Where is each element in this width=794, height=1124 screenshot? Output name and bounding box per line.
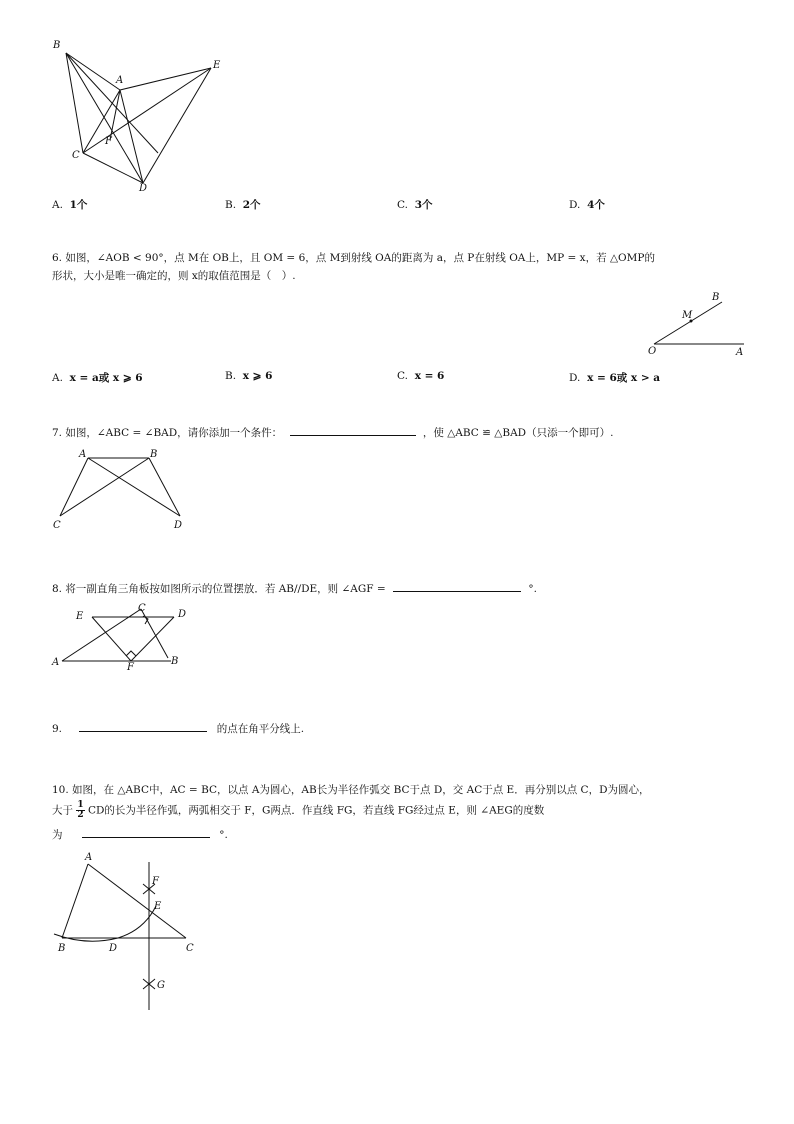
q10-label-d: D xyxy=(109,943,118,954)
q10-label-b: B xyxy=(58,943,66,954)
q6-option-b[interactable] xyxy=(225,370,272,382)
q10-label-c: C xyxy=(186,943,194,954)
q10-label-a: A xyxy=(85,852,93,863)
q10-line3-before: 为 xyxy=(52,829,63,841)
q7-figure xyxy=(48,444,198,536)
q6-stem-line1: 6. 如图，∠AOB < 90°，点 M在 OB上，且 OM = 6，点 M到射线 OA的距离为 a，点 P在射线 OA上，MP = x，若 △OMP的 xyxy=(52,252,655,264)
q7-label-c: C xyxy=(53,520,61,531)
q10-stem-line1: 10. 如图，在 △ABC中，AC = BC，以点 A为圆心，AB长为半径作弧交 BC于点 D，交 AC于点 E．再分别以点 C，D为圆心， xyxy=(52,784,650,796)
q9-stem xyxy=(52,720,304,737)
q10-label-e: E xyxy=(154,901,162,912)
q6-option-c[interactable] xyxy=(397,370,444,382)
q6-option-d-value: x = 6或 x > a xyxy=(587,372,661,384)
q5-label-a: A xyxy=(116,75,124,86)
q5-option-b[interactable] xyxy=(225,197,261,212)
q6-figure xyxy=(640,288,750,358)
q5-figure xyxy=(48,36,238,196)
q10-stem-line2 xyxy=(52,801,544,820)
q5-option-c-letter: C. xyxy=(397,199,408,211)
q7-label-d: D xyxy=(174,520,183,531)
q6-option-a-value: x = a或 x ⩾ 6 xyxy=(69,372,143,384)
q8-label-f: F xyxy=(127,662,134,673)
q7-stem-after: ，使 △ABC ≌ △BAD（只添一个即可）. xyxy=(422,427,614,439)
q10-fraction-numerator: 1 xyxy=(77,800,84,810)
q6-option-a[interactable] xyxy=(52,370,143,385)
q8-label-e: E xyxy=(76,611,84,622)
q6-label-o: O xyxy=(648,346,657,357)
q8-stem xyxy=(52,580,537,597)
q7-answer-blank[interactable] xyxy=(290,424,416,436)
q6-label-a: A xyxy=(736,347,744,358)
q5-label-f: F xyxy=(105,136,112,147)
q9-stem-after: 的点在角平分线上. xyxy=(216,723,305,735)
q6-option-a-letter: A. xyxy=(52,372,63,384)
q5-option-a-value: 1个 xyxy=(69,199,88,211)
q8-stem-before: 8. 将一副直角三角板按如图所示的位置摆放．若 AB//DE，则 ∠AGF = xyxy=(52,583,386,595)
q10-label-f: F xyxy=(152,876,159,887)
q5-option-b-value: 2个 xyxy=(242,199,261,211)
q5-label-c: C xyxy=(72,150,80,161)
q5-label-d: D xyxy=(139,183,148,194)
q5-option-d-value: 4个 xyxy=(587,199,605,211)
q10-fraction-denominator: 2 xyxy=(77,810,84,820)
q8-figure xyxy=(48,600,193,672)
q5-label-b: B xyxy=(53,40,61,51)
q10-figure xyxy=(46,848,196,1018)
q6-option-d-letter: D. xyxy=(569,372,581,384)
q10-line2-after: CD的长为半径作弧，两弧相交于 F，G两点．作直线 FG，若直线 FG经过点 E，则 ∠AEG的度数 xyxy=(87,804,545,817)
q6-option-d[interactable] xyxy=(569,370,660,385)
q6-label-b: B xyxy=(712,292,720,303)
q7-label-a: A xyxy=(79,449,87,460)
q7-stem xyxy=(52,424,613,441)
q5-option-d[interactable] xyxy=(569,197,605,212)
q6-option-b-letter: B. xyxy=(225,370,237,382)
q7-stem-before: 7. 如图，∠ABC = ∠BAD，请你添加一个条件： xyxy=(52,427,283,439)
q5-option-d-letter: D. xyxy=(569,199,581,211)
q10-fraction xyxy=(76,801,84,820)
q8-label-b: B xyxy=(171,656,179,667)
q9-answer-blank[interactable] xyxy=(79,720,207,732)
q8-label-c: C xyxy=(138,603,146,614)
q10-line3-after: °. xyxy=(219,829,228,841)
q5-option-b-letter: B. xyxy=(225,199,237,211)
q5-option-a-letter: A. xyxy=(52,199,63,211)
q8-label-a: A xyxy=(52,657,60,668)
q6-option-c-letter: C. xyxy=(397,370,408,382)
q6-option-c-value: x = 6 xyxy=(414,370,445,382)
q6-label-m: M xyxy=(682,310,693,321)
q5-option-a[interactable] xyxy=(52,197,87,212)
q10-answer-blank[interactable] xyxy=(82,826,210,838)
q5-option-c[interactable] xyxy=(397,197,433,212)
q10-line2-before: 大于 xyxy=(52,804,73,817)
q7-label-b: B xyxy=(150,449,158,460)
q9-number: 9. xyxy=(52,723,63,735)
q5-label-e: E xyxy=(213,60,221,71)
q8-answer-blank[interactable] xyxy=(393,580,521,592)
q6-stem-line2: 形状，大小是唯一确定的，则 x的取值范围是（ ）. xyxy=(52,270,296,282)
q8-label-d: D xyxy=(178,609,187,620)
q5-option-c-value: 3个 xyxy=(414,199,433,211)
q8-stem-after: °. xyxy=(528,583,537,595)
q6-option-b-value: x ⩾ 6 xyxy=(242,370,273,382)
q10-stem-line3 xyxy=(52,826,228,843)
q10-label-g: G xyxy=(157,980,165,991)
